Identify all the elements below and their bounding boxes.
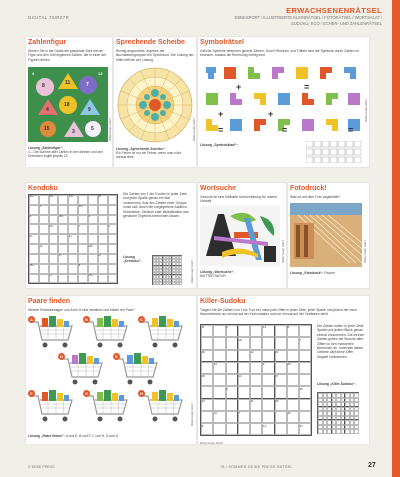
grid-cell[interactable] xyxy=(68,244,78,254)
grid-cell[interactable] xyxy=(49,215,59,225)
zahl-9: 5 xyxy=(91,126,94,132)
grid-cell[interactable] xyxy=(250,337,262,349)
grid-cell[interactable] xyxy=(201,362,213,374)
shopping-cart-e[interactable] xyxy=(113,353,161,387)
kendoku-cage-label: 9 xyxy=(29,215,32,219)
grid-cell[interactable] xyxy=(275,386,287,398)
zahlenfigur-title: Zahlenfigur xyxy=(28,39,67,46)
kendoku-cage-label: 8× xyxy=(98,195,102,199)
symbol-credit: Werbe Design GmbH xyxy=(365,99,368,122)
zahl-8: 3 xyxy=(72,129,75,135)
shopping-cart-c[interactable] xyxy=(138,316,186,350)
wortsuche-solution: Lösung „Wortsuche“: MUTTER NATUR xyxy=(200,270,235,279)
grid-cell[interactable] xyxy=(201,411,213,423)
zahl-11: 12 xyxy=(98,71,103,76)
grid-cell[interactable] xyxy=(58,264,68,274)
kendoku-cage-label: 1− xyxy=(49,273,53,277)
killer-grid xyxy=(200,324,312,436)
grid-cell[interactable] xyxy=(262,337,274,349)
grid-cell[interactable] xyxy=(213,325,225,337)
symbol-op-1: + xyxy=(236,82,242,92)
killer-text: Tragen Sie die Zahlen von 1 bis 9 so ein, dass jede Ziffer in jeder Zeile, jeder Spalte und jedem der neun Neunerblocks nur einmal auf der Horizontalen und nur einmal auf der Vertikalen steht. xyxy=(200,308,358,317)
killer-cage-sum: 20 xyxy=(287,362,291,367)
scheibe-solution: Lösung „Sprechende Scheibe“: Ein Fehler ist nur ein Fehler, wenn man nicht daraus lernt. xyxy=(116,147,182,160)
grid-cell[interactable] xyxy=(39,215,49,225)
symbol-title: Symbolrätsel xyxy=(200,39,244,46)
grid-cell[interactable] xyxy=(39,195,49,205)
grid-cell[interactable] xyxy=(262,374,274,386)
kendoku-cage-label: 30× xyxy=(59,215,64,219)
grid-cell[interactable] xyxy=(213,399,225,411)
kendoku-cage-label: 14+ xyxy=(68,195,74,199)
symbol-solution-grid xyxy=(306,141,364,163)
section-sub-1: DENKSPORT / ILLUSTRIERTE KLEINRÄTSEL / FOTORÄTSEL / WORTSALAT / xyxy=(234,15,382,20)
grid-cell[interactable] xyxy=(108,264,118,274)
killer-cage-sum: 22 xyxy=(287,411,291,416)
cart-icon xyxy=(138,390,186,424)
kendoku-cage-label: 3− xyxy=(108,224,112,228)
grid-cell[interactable] xyxy=(58,205,68,215)
grid-cell[interactable] xyxy=(250,374,262,386)
grid-cell[interactable] xyxy=(88,254,98,264)
grid-cell[interactable] xyxy=(238,362,250,374)
kendoku-cage-label: 6+ xyxy=(29,234,33,238)
kendoku-cage-label: 9+ xyxy=(68,234,72,238)
grid-cell[interactable] xyxy=(29,224,39,234)
zahl-7: 15 xyxy=(44,126,50,132)
grid-cell[interactable] xyxy=(98,215,108,225)
cart-label: G xyxy=(84,391,89,396)
grid-cell[interactable] xyxy=(287,350,299,362)
zahl-4: 4 xyxy=(46,107,49,113)
scheibe-disc xyxy=(116,66,194,144)
grid-cell[interactable] xyxy=(49,244,59,254)
kendoku-cage-label: 20+ xyxy=(88,273,93,277)
grid-cell[interactable] xyxy=(58,234,68,244)
kendoku-cage-label: 17+ xyxy=(78,205,84,209)
wortsuche-graphic xyxy=(200,206,280,266)
zahl-6: 9 xyxy=(88,107,91,113)
grid-cell[interactable] xyxy=(275,423,287,435)
kendoku-cage-label: 12 xyxy=(39,244,43,248)
grid-cell[interactable] xyxy=(29,274,39,284)
zahl-3: 7 xyxy=(86,82,89,88)
grid-cell[interactable] xyxy=(98,244,108,254)
grid-cell[interactable] xyxy=(299,411,311,423)
footer-left: © DEKE PRESS xyxy=(28,465,55,469)
grid-cell[interactable] xyxy=(68,274,78,284)
footer-right: 78 / SOMMER DEIKE PRESS RÄTSEL xyxy=(220,465,293,469)
grid-cell[interactable] xyxy=(58,224,68,234)
zahlenfigur-solution: Lösung „Zahlenfigur“: 4 – Die Summe aller Zahlen in den kleinen und den Dreiecken ergibt jeweils 23. xyxy=(28,146,103,159)
cart-label: F xyxy=(28,390,35,397)
page-number: 27 xyxy=(368,462,376,469)
symbol-card xyxy=(198,37,369,167)
kendoku-credit: Werbe Design GmbH xyxy=(191,260,194,283)
zahl-5: 18 xyxy=(64,102,70,108)
grid-cell[interactable] xyxy=(213,337,225,349)
scheibe-credit: Werbe Design GmbH xyxy=(193,118,196,141)
grid-cell[interactable] xyxy=(262,411,274,423)
zahlenfigur-card xyxy=(26,37,112,167)
grid-cell[interactable] xyxy=(287,399,299,411)
killer-solution-label: Lösung „Killer-Sudoku“: xyxy=(317,382,356,386)
grid-cell[interactable] xyxy=(262,350,274,362)
kendoku-cage-label: 8 xyxy=(78,264,81,268)
grid-cell[interactable] xyxy=(68,254,78,264)
grid-cell[interactable] xyxy=(78,244,88,254)
killer-cage-sum: 9 xyxy=(226,325,228,330)
kendoku-solution-grid xyxy=(152,255,182,285)
killer-cage-sum: 10 xyxy=(275,399,279,403)
grid-cell[interactable] xyxy=(179,282,182,285)
shopping-cart-b[interactable] xyxy=(83,316,131,350)
grid-cell[interactable] xyxy=(78,195,88,205)
grid-cell[interactable] xyxy=(226,423,238,435)
grid-cell[interactable] xyxy=(238,399,250,411)
grid-cell[interactable] xyxy=(299,374,311,386)
zahl-10: 4 xyxy=(32,71,35,76)
grid-cell[interactable] xyxy=(250,325,262,337)
grid-cell[interactable] xyxy=(88,224,98,234)
grid-cell[interactable] xyxy=(299,325,311,337)
grid-cell[interactable] xyxy=(98,274,108,284)
grid-cell[interactable] xyxy=(275,411,287,423)
grid-cell[interactable] xyxy=(299,362,311,374)
shopping-cart-g[interactable] xyxy=(83,390,131,424)
paare-card xyxy=(26,296,196,444)
zahl-2: 11 xyxy=(65,80,71,86)
grid-cell[interactable] xyxy=(68,205,78,215)
grid-cell[interactable] xyxy=(226,350,238,362)
cart-icon xyxy=(58,353,106,387)
killer-card xyxy=(198,296,369,444)
kendoku-cage-label: 15+ xyxy=(29,264,34,268)
grid-cell[interactable] xyxy=(108,215,118,225)
kendoku-cage-label: 6 xyxy=(59,254,61,258)
header-kicker: DIGITAL 76IR27R xyxy=(28,15,70,20)
killer-cage-sum: 11 xyxy=(250,399,254,403)
killer-cage-sum: 15 xyxy=(201,374,205,379)
fotodruck-photo xyxy=(290,203,362,267)
grid-cell[interactable] xyxy=(49,234,59,244)
cart-icon xyxy=(83,390,131,424)
kendoku-cage-label: 21× xyxy=(49,224,54,228)
zahl-1: 8 xyxy=(42,83,45,89)
killer-cage-sum: 14 xyxy=(238,374,242,379)
grid-cell[interactable] xyxy=(201,386,213,398)
grid-cell[interactable] xyxy=(78,254,88,264)
grid-cell[interactable] xyxy=(98,205,108,215)
grid-cell[interactable] xyxy=(39,274,49,284)
fotodruck-solution: Lösung „Fotodruck“: Fischer xyxy=(290,271,336,275)
grid-cell[interactable] xyxy=(108,195,118,205)
cart-label: A xyxy=(28,316,35,323)
cart-label: C xyxy=(138,316,145,323)
grid-cell[interactable] xyxy=(275,325,290,337)
grid-cell[interactable] xyxy=(354,429,359,434)
killer-cage-sum: 14 xyxy=(262,423,267,428)
grid-cell[interactable] xyxy=(78,234,88,244)
kendoku-title: Kendoku xyxy=(28,185,58,192)
killer-cage-sum: 18 xyxy=(238,337,242,342)
grid-cell[interactable] xyxy=(299,350,311,362)
kendoku-cage-label: 2÷ xyxy=(98,254,102,258)
grid-cell[interactable] xyxy=(262,399,274,411)
kendoku-card xyxy=(26,183,196,288)
cart-grid xyxy=(28,316,188,426)
section-sub-2: SUDOKU, ECO / ECHEN- UND ZAHLENRÄTSEL xyxy=(291,21,382,26)
symbol-op-6: = xyxy=(282,125,288,135)
grid-cell[interactable] xyxy=(108,254,118,264)
kendoku-cage-label: 3 xyxy=(39,205,41,209)
grid-cell[interactable] xyxy=(29,254,39,264)
shopping-cart-a[interactable] xyxy=(28,316,76,350)
paare-text: Welche Einkaufswagen von A bis H sind identisch und bilden ein Paar? xyxy=(28,308,135,312)
grid-cell[interactable] xyxy=(88,205,98,215)
fotodruck-title: Fotodruck! xyxy=(290,185,327,192)
killer-title: Killer-Sudoku xyxy=(200,298,246,305)
killer-cage-sum: 13 xyxy=(262,325,267,330)
grid-cell[interactable] xyxy=(58,274,68,284)
grid-cell[interactable] xyxy=(68,224,81,234)
grid-cell[interactable] xyxy=(88,234,98,244)
killer-cage-sum: 21 xyxy=(275,349,279,354)
grid-cell[interactable] xyxy=(58,244,68,254)
killer-cage-sum: 9 xyxy=(226,386,228,391)
cart-icon xyxy=(28,390,76,424)
symbol-op-4: + xyxy=(268,109,274,119)
grid-cell[interactable] xyxy=(250,386,262,398)
killer-cage-sum: 16 xyxy=(299,386,303,391)
grid-cell[interactable] xyxy=(250,411,262,423)
grid-cell[interactable] xyxy=(88,195,98,205)
grid-cell[interactable] xyxy=(238,423,250,435)
kendoku-cage-label: 28× xyxy=(88,244,93,248)
grid-cell[interactable] xyxy=(213,423,225,435)
grid-cell[interactable] xyxy=(88,264,98,274)
kendoku-cage-label: 15× xyxy=(49,195,54,199)
grid-cell[interactable] xyxy=(68,215,78,225)
grid-cell[interactable] xyxy=(299,399,311,411)
kendoku-cage-label: 5 xyxy=(88,215,90,219)
grid-cell[interactable] xyxy=(238,350,250,362)
section-title: ERWACHSENENRÄTSEL xyxy=(286,6,382,15)
kendoku-solution-label: Lösung „Kendoku“: xyxy=(123,255,142,264)
grid-cell[interactable] xyxy=(287,423,299,435)
cart-icon xyxy=(83,316,131,350)
grid-cell[interactable] xyxy=(226,362,238,374)
killer-credit: Werbe Design GmbH xyxy=(200,442,223,444)
zahlenfigur-credit: Werbe Design GmbH xyxy=(109,118,112,141)
fotodruck-card xyxy=(288,183,369,288)
killer-cage-sum: 17 xyxy=(275,374,279,379)
killer-side-text: Die Zahlen sollen in jeder Zeile, Spalte und jedem Block genau einmal vorkommen. Die kleinen Zahlen geben die Summe aller Ziffern in den markierten Bereichen an. Innerhalb dieser Gebiete darf keine Ziffer doppelt vorkommen. xyxy=(317,324,365,359)
grid-cell[interactable] xyxy=(275,337,287,349)
grid-cell[interactable] xyxy=(287,374,299,386)
grid-cell[interactable] xyxy=(226,399,238,411)
shopping-cart-d[interactable] xyxy=(58,353,106,387)
cart-label: D xyxy=(58,353,65,360)
cart-icon xyxy=(113,353,161,387)
killer-cage-sum: 8 xyxy=(287,325,290,330)
grid-cell[interactable] xyxy=(39,224,49,234)
page-edge-band xyxy=(392,0,400,477)
killer-cage-sum: 8 xyxy=(201,423,204,428)
symbol-op-7: = xyxy=(348,125,354,135)
killer-cage-sum: 12 xyxy=(250,349,254,354)
grid-cell[interactable] xyxy=(287,386,299,398)
grid-cell[interactable] xyxy=(78,215,88,225)
cart-icon xyxy=(28,316,76,350)
grid-cell[interactable] xyxy=(213,350,225,362)
scheibe-card xyxy=(114,37,196,167)
grid-cell[interactable] xyxy=(98,224,108,234)
wortsuche-text: Gesucht ist eine bildhafte Umschreibung für unsere Umwelt. xyxy=(200,195,278,204)
grid-cell[interactable] xyxy=(39,254,49,264)
grid-cell[interactable] xyxy=(250,423,262,435)
kendoku-text: Die Zahlen von 1 bis 9 sollen in jeder Zeile und jeder Spalte genau ein Mal vorkommen. Aus den Zahlen einer Gruppe muss sich durch die vorgegebene Addition, Subtraktion, Division oder Multiplikation das genannte Ergebnis berechnen lassen. xyxy=(123,192,189,219)
grid-cell[interactable] xyxy=(238,325,250,337)
killer-cage-sum: 19 xyxy=(201,349,205,354)
killer-cage-sum: 7 xyxy=(238,411,240,416)
grid-cell[interactable] xyxy=(108,244,118,254)
zahlenfigur-text: Setzen Sie in die Grafik die passende Zahl mit der Figur und den fünf ergänzen Zahlen, die in einer der Figuren fehlen. xyxy=(28,49,107,62)
wortsuche-credit: Werbe Design GmbH xyxy=(282,240,285,263)
grid-cell[interactable] xyxy=(250,362,262,374)
grid-cell[interactable] xyxy=(275,362,287,374)
cart-label: H xyxy=(138,390,145,397)
grid-cell[interactable] xyxy=(58,195,68,205)
grid-cell[interactable] xyxy=(226,411,238,423)
symbol-op-3: + xyxy=(218,109,224,119)
grid-cell[interactable] xyxy=(226,374,238,386)
paare-title: Paare finden xyxy=(28,298,71,305)
shopping-cart-h[interactable] xyxy=(138,390,186,424)
symbol-op-5: = xyxy=(218,125,224,135)
scheibe-text: Richtig angeordnet, ergeben die Buchstabengruppen ein Sprichwort. Die Lösung der Mitte hilft bei der Lösung. xyxy=(116,49,194,62)
paare-solution: Lösung „Paare finden“: A und E, B und F, C und H, D und G xyxy=(28,434,119,438)
grid-cell[interactable] xyxy=(49,264,59,274)
grid-cell[interactable] xyxy=(68,264,81,274)
grid-cell[interactable] xyxy=(39,234,49,244)
grid-cell[interactable] xyxy=(29,205,39,215)
kendoku-grid xyxy=(28,194,118,284)
grid-cell[interactable] xyxy=(39,264,49,274)
grid-cell[interactable] xyxy=(98,234,108,244)
wortsuche-card xyxy=(198,183,286,288)
kendoku-cage-label: 7 xyxy=(78,224,81,228)
grid-cell[interactable] xyxy=(108,205,118,215)
killer-cage-sum: 11 xyxy=(201,325,205,330)
paare-credit: Werbe Design GmbH xyxy=(191,403,194,426)
grid-cell[interactable] xyxy=(49,254,59,264)
grid-cell[interactable] xyxy=(226,337,238,349)
grid-cell[interactable] xyxy=(78,274,88,284)
symbol-solution-label: Lösung „Symbolrätsel“: xyxy=(200,143,238,147)
killer-cage-sum: 12 xyxy=(213,411,217,416)
shopping-cart-f[interactable] xyxy=(28,390,76,424)
grid-cell[interactable] xyxy=(213,374,225,386)
zahlenfigur-panel xyxy=(28,67,108,142)
killer-cage-sum: 10 xyxy=(213,362,217,367)
cart-label: E xyxy=(113,353,120,360)
fotodruck-credit: Werbe Design GmbH xyxy=(364,240,367,263)
killer-cage-sum: 13 xyxy=(201,399,205,403)
grid-cell[interactable] xyxy=(262,386,274,398)
grid-cell[interactable] xyxy=(238,386,250,398)
symbol-op-2: = xyxy=(304,82,310,92)
killer-solution-grid xyxy=(317,392,359,434)
grid-cell[interactable] xyxy=(108,234,118,244)
grid-cell[interactable] xyxy=(29,244,39,254)
wortsuche-title: Wortsuche xyxy=(200,185,237,192)
grid-cell[interactable] xyxy=(49,205,59,215)
grid-cell[interactable] xyxy=(287,337,299,349)
grid-cell[interactable] xyxy=(98,264,108,274)
fotodruck-text: Was ist auf dem Foto abgebildet? xyxy=(290,195,341,199)
symbol-text: Gleiche Symbole bedeuten gleiche Zahlen. Durch Rechnen und Tüfteln sind die Symbole durch Zahlen zu ersetzen, sodass die Rechnung richtig wird. xyxy=(200,49,360,58)
grid-cell[interactable] xyxy=(213,386,225,398)
kendoku-cage-label: 24+ xyxy=(29,195,34,199)
killer-cage-sum: 6 xyxy=(262,362,265,367)
cart-icon xyxy=(138,316,186,350)
scheibe-title: Sprechende Scheibe xyxy=(116,39,185,46)
grid-cell[interactable] xyxy=(108,274,118,284)
killer-cage-sum: 7 xyxy=(299,337,302,342)
grid-cell[interactable] xyxy=(201,337,213,349)
cart-label: B xyxy=(83,316,90,323)
killer-cage-sum: 17 xyxy=(299,423,303,428)
